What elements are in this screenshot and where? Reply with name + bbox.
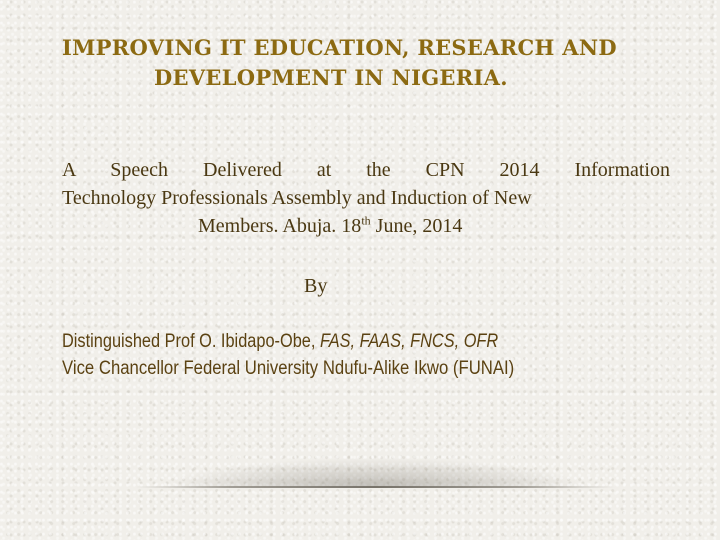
author-qualifications: FAS, FAAS, FNCS, OFR xyxy=(315,331,499,352)
title-line-1: IMPROVING IT EDUCATION, RESEARCH AND xyxy=(62,35,617,60)
title-line-2: DEVELOPMENT IN NIGERIA. xyxy=(154,65,508,90)
speech-line-3 xyxy=(62,212,670,240)
author-block xyxy=(62,328,682,382)
speech-date-ordinal: th xyxy=(361,213,371,228)
speech-line-1: A Speech Delivered at the CPN 2014 Information xyxy=(62,159,670,181)
author-name-line xyxy=(62,328,595,355)
divider-shadow-glow xyxy=(95,448,655,488)
divider-line xyxy=(135,486,615,488)
author-position: Vice Chancellor Federal University Ndufu-Alike Ikwo (FUNAI) xyxy=(62,358,515,379)
speech-date-prefix: Members. Abuja. 18 xyxy=(198,215,362,237)
speech-date-suffix: June, 2014 xyxy=(370,215,463,237)
speech-line-2: Technology Professionals Assembly and Induction of New xyxy=(62,187,532,209)
by-label: By xyxy=(304,275,328,297)
speech-description xyxy=(62,156,670,240)
slide-title xyxy=(62,33,662,93)
shadow-divider xyxy=(95,448,655,488)
author-name: Distinguished Prof O. Ibidapo-Obe, xyxy=(62,331,316,352)
